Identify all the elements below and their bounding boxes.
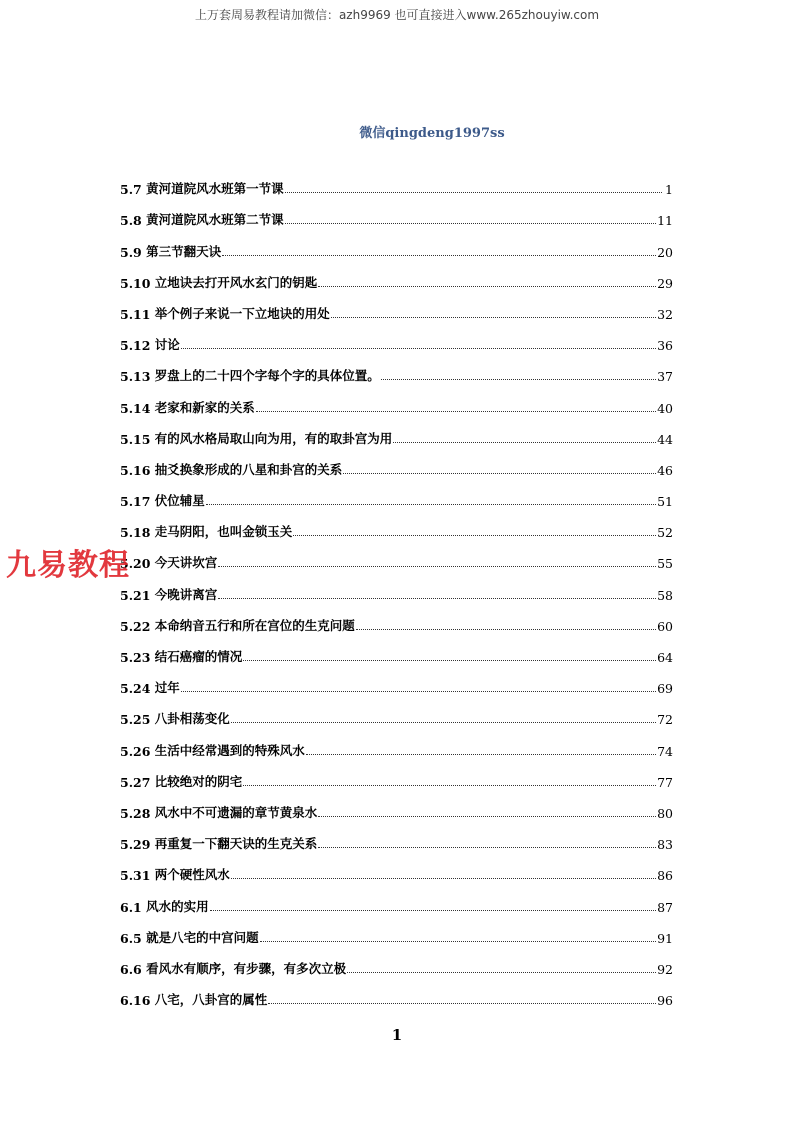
- toc-entry-page: 44: [657, 431, 673, 447]
- toc-entry-title: 第三节翻天诀: [146, 243, 222, 259]
- toc-entry-title: 立地诀去打开风水玄门的钥匙: [154, 274, 318, 290]
- toc-entry-page: 87: [657, 899, 673, 915]
- toc-entry-number: 5.18: [120, 525, 155, 541]
- toc-entry-number: 5.15: [120, 431, 155, 447]
- toc-entry-page: 58: [657, 587, 673, 603]
- toc-dot-leader: [243, 785, 656, 786]
- toc-entry-page: 55: [657, 556, 673, 572]
- toc-entry-page: 69: [657, 681, 673, 697]
- toc-dot-leader: [306, 754, 656, 755]
- toc-entry-number: 5.8: [120, 213, 147, 229]
- toc-dot-leader: [318, 847, 656, 848]
- header-note: 上万套周易教程请加微信：azh9969 也可直接进入www.265zhouyiw.com: [194, 8, 600, 22]
- toc-entry-page: 51: [657, 494, 673, 510]
- toc-entry-number: 5.25: [120, 712, 155, 728]
- toc-entry-number: 5.24: [120, 681, 155, 697]
- toc-entry-title: 生活中经常遇到的特殊风水: [154, 742, 305, 758]
- toc-entry-title: 风水的实用: [146, 898, 209, 914]
- toc-entry[interactable]: [120, 291, 673, 322]
- toc-entry-page: 37: [657, 369, 673, 385]
- toc-dot-leader: [231, 878, 656, 879]
- toc-entry-page: 91: [657, 930, 673, 946]
- toc-entry-number: 5.26: [120, 743, 155, 759]
- toc-entry-number: 5.21: [120, 587, 155, 603]
- toc-entry-title: 今天讲坎宫: [154, 555, 218, 571]
- toc-entry[interactable]: [120, 915, 673, 946]
- toc-entry[interactable]: [120, 946, 673, 977]
- toc-dot-leader: [343, 473, 656, 474]
- toc-entry-page: 77: [657, 774, 673, 790]
- toc-entry-title: 本命纳音五行和所在宫位的生克问题: [154, 617, 355, 633]
- toc-entry[interactable]: [120, 821, 673, 852]
- toc-dot-leader: [181, 348, 656, 349]
- toc-dot-leader: [218, 598, 656, 599]
- toc-entry-page: 96: [657, 993, 673, 1009]
- toc-entry-title: 八卦相荡变化: [154, 711, 230, 727]
- toc-entry-title: 讨论: [154, 337, 180, 353]
- toc-dot-leader: [285, 192, 662, 193]
- toc-dot-leader: [222, 255, 656, 256]
- toc-entry[interactable]: [120, 603, 673, 634]
- toc-dot-leader: [318, 816, 656, 817]
- toc-entry-page: 74: [657, 743, 673, 759]
- toc-entry-title: 就是八宅的中宫问题: [146, 929, 259, 945]
- toc-entry-page: 52: [657, 525, 673, 541]
- toc-entry-title: 八宅，八卦宫的属性: [154, 992, 268, 1008]
- toc-entry-title: 黄河道院风水班第一节课: [146, 181, 284, 197]
- toc-dot-leader: [393, 442, 656, 443]
- toc-entry-title: 今晚讲离宫: [154, 586, 218, 602]
- toc-entry[interactable]: [120, 727, 673, 758]
- toc-entry-number: 5.16: [120, 462, 155, 478]
- toc-entry-number: 5.31: [120, 868, 155, 884]
- toc-entry-number: 5.20: [120, 556, 155, 572]
- toc-entry-page: 32: [657, 306, 673, 322]
- toc-entry-number: 5.27: [120, 774, 155, 790]
- toc-dot-leader: [356, 629, 656, 630]
- toc-entry[interactable]: [120, 790, 673, 821]
- toc-entry[interactable]: [120, 540, 673, 571]
- toc-entry-page: 29: [657, 275, 673, 291]
- toc-entry-number: 5.12: [120, 338, 155, 354]
- toc-entry-number: 5.7: [120, 182, 147, 198]
- toc-title: 微信qingdeng1997ss: [359, 126, 505, 141]
- toc-entry-title: 看风水有顺序，有步骤，有多次立极: [146, 960, 347, 976]
- toc-entry-number: 5.17: [120, 494, 155, 510]
- toc-dot-leader: [210, 910, 656, 911]
- toc-entry[interactable]: [120, 228, 673, 259]
- toc-entry-title: 比较绝对的阴宅: [154, 773, 243, 789]
- toc-entry-number: 5.9: [120, 244, 147, 260]
- toc-entry-number: 6.6: [120, 961, 147, 977]
- toc-entry-title: 举个例子来说一下立地诀的用处: [154, 305, 330, 321]
- toc-entry-number: 5.28: [120, 805, 155, 821]
- toc-entry-number: 5.22: [120, 618, 155, 634]
- toc-entry-number: 5.13: [120, 369, 155, 385]
- toc-entry[interactable]: [120, 852, 673, 883]
- toc-entry[interactable]: [120, 353, 673, 384]
- toc-entry-number: 6.5: [120, 930, 147, 946]
- toc-entry-number: 5.10: [120, 275, 155, 291]
- toc-entry-number: 5.11: [120, 306, 155, 322]
- toc-entry-number: 5.29: [120, 837, 155, 853]
- toc-dot-leader: [331, 317, 656, 318]
- toc-entry-title: 有的风水格局取山向为用，有的取卦宫为用: [154, 430, 393, 446]
- toc-entry-title: 过年: [154, 680, 180, 696]
- toc-dot-leader: [231, 722, 656, 723]
- toc-entry[interactable]: [120, 260, 673, 291]
- toc-entry[interactable]: [120, 447, 673, 478]
- toc-entry-number: 6.1: [120, 899, 147, 915]
- toc-entry[interactable]: [120, 416, 673, 447]
- toc-dot-leader: [218, 566, 656, 567]
- toc-entry-page: 60: [657, 618, 673, 634]
- toc-entry-page: 80: [657, 805, 673, 821]
- toc-entry-page: 64: [657, 650, 673, 665]
- toc-entry[interactable]: [120, 384, 673, 415]
- toc-entry-page: 1: [665, 182, 673, 198]
- toc-entry-number: 5.23: [120, 650, 155, 665]
- toc-dot-leader: [381, 379, 656, 380]
- toc-entry-page: 46: [657, 462, 673, 478]
- toc-dot-leader: [347, 972, 656, 973]
- toc-dot-leader: [285, 223, 656, 224]
- toc-entry-page: 72: [657, 712, 673, 728]
- toc-entry[interactable]: [120, 509, 673, 540]
- toc-dot-leader: [318, 286, 656, 287]
- toc-entry-title: 抽爻换象形成的八星和卦宫的关系: [154, 461, 343, 477]
- toc-entry-number: 6.16: [120, 993, 155, 1009]
- toc-entry[interactable]: [120, 883, 673, 914]
- toc-dot-leader: [268, 1003, 656, 1004]
- toc-dot-leader: [256, 411, 656, 412]
- toc-entry[interactable]: [120, 322, 673, 353]
- toc-entry-title: 伏位辅星: [154, 493, 205, 509]
- toc-entry[interactable]: [120, 197, 673, 228]
- toc-entry[interactable]: [120, 571, 673, 602]
- toc-entry[interactable]: [120, 759, 673, 790]
- toc-entry-title: 再重复一下翻天诀的生克关系: [154, 836, 318, 852]
- page-number: 1: [391, 1026, 403, 1044]
- toc-entry-page: 11: [657, 213, 673, 229]
- toc-dot-leader: [260, 941, 656, 942]
- toc-entry-page: 86: [657, 868, 673, 884]
- toc-dot-leader: [293, 535, 656, 536]
- toc-dot-leader: [206, 504, 656, 505]
- toc-entry-page: 92: [657, 961, 673, 977]
- toc-entry[interactable]: [120, 634, 673, 665]
- toc-dot-leader: [181, 691, 656, 692]
- toc-entry-title: 走马阴阳，也叫金锁玉关: [154, 524, 293, 540]
- table-of-contents: [120, 166, 673, 1008]
- toc-entry[interactable]: [120, 696, 673, 727]
- toc-entry[interactable]: [120, 665, 673, 696]
- toc-entry[interactable]: [120, 977, 673, 1008]
- toc-entry-page: 40: [657, 400, 673, 416]
- toc-dot-leader: [243, 660, 656, 661]
- toc-entry-number: 5.14: [120, 400, 155, 416]
- toc-entry[interactable]: [120, 166, 673, 197]
- toc-entry-title: 两个硬性风水: [154, 867, 230, 883]
- toc-entry-title: 老家和新家的关系: [154, 399, 255, 415]
- watermark-logo: 九易教程: [6, 548, 130, 583]
- toc-entry-page: 20: [657, 244, 673, 260]
- toc-entry[interactable]: [120, 478, 673, 509]
- toc-entry-title: 风水中不可遗漏的章节黄泉水: [154, 804, 318, 820]
- toc-entry-title: 黄河道院风水班第二节课: [146, 212, 284, 228]
- toc-entry-page: 83: [657, 837, 673, 853]
- toc-entry-page: 36: [657, 338, 673, 354]
- toc-entry-title: 结石癌瘤的情况: [154, 649, 243, 664]
- toc-entry-title: 罗盘上的二十四个字每个字的具体位置。: [154, 368, 380, 384]
